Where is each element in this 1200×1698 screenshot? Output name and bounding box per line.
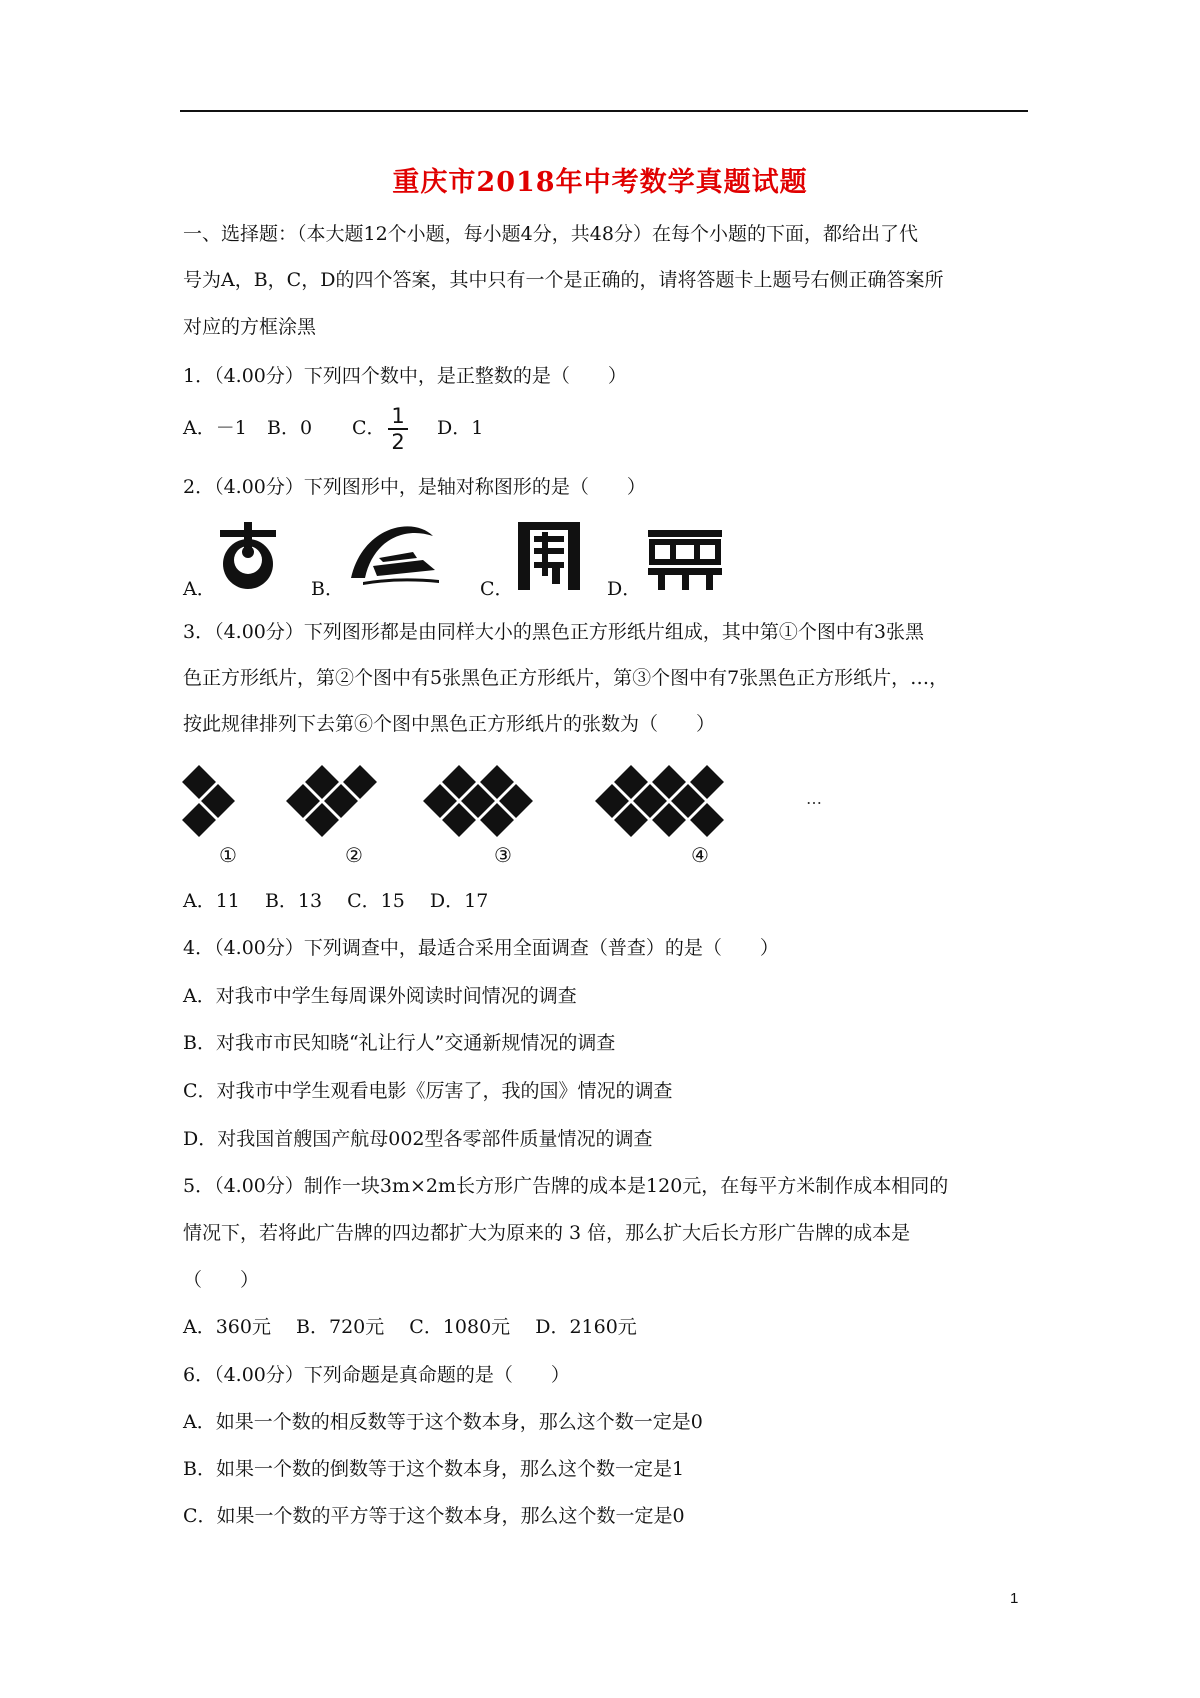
section-intro-line-1: 一、选择题：（本大题12个小题，每小题4分，共48分）在每个小题的下面，都给出了代: [183, 223, 918, 245]
q1-fraction: [388, 405, 408, 453]
q4-stem: 4．（4.00分）下列调查中，最适合采用全面调查（普查）的是（ ）: [183, 937, 779, 959]
page-number: 1: [1010, 1590, 1019, 1607]
q2-option-b: B．: [311, 578, 344, 600]
q4-option-b: B．对我市市民知晓“礼让行人”交通新规情况的调查: [183, 1032, 616, 1054]
q4-option-c: C．对我市中学生观看电影《厉害了，我的国》情况的调查: [183, 1080, 673, 1102]
q5-stem-line-3: （ ）: [183, 1269, 260, 1291]
header-rule: [180, 110, 1028, 112]
q2-figure-b-ship: [343, 516, 441, 588]
q3-ellipsis: …: [806, 789, 822, 808]
q3-figure-label-3: ③: [494, 843, 512, 867]
q2-figure-c-glyph: [514, 518, 584, 592]
q6-option-c: C．如果一个数的平方等于这个数本身，那么这个数一定是0: [183, 1505, 685, 1527]
q2-figure-a-emblem: [218, 520, 280, 592]
q1-option-a: A．－1: [183, 417, 247, 439]
q3-stem-line-3: 按此规律排列下去第⑥个图中黑色正方形纸片的张数为（ ）: [183, 713, 716, 735]
q2-option-c: C．: [480, 578, 514, 600]
fraction-denominator: 2: [391, 430, 405, 454]
q3-options: A．11 B．13 C．15 D．17: [183, 890, 489, 912]
q6-stem: 6．（4.00分）下列命题是真命题的是（ ）: [183, 1364, 570, 1386]
q2-option-a: A．: [183, 578, 216, 600]
q3-figure-label-2: ②: [345, 843, 363, 867]
q1-option-d: D．1: [437, 417, 484, 439]
q5-options: A．360元 B．720元 C．1080元 D．2160元: [183, 1316, 637, 1338]
q2-stem: 2．（4.00分）下列图形中，是轴对称图形的是（ ）: [183, 476, 646, 498]
q1-option-b: B．0: [267, 417, 313, 439]
section-intro-line-2: 号为A，B，C，D的四个答案，其中只有一个是正确的，请将答题卡上题号右侧正确答案所: [183, 269, 944, 291]
q1-stem: 1．（4.00分）下列四个数中，是正整数的是（ ）: [183, 365, 627, 387]
q5-stem-line-1: 5．（4.00分）制作一块3m×2m长方形广告牌的成本是120元，在每平方米制作成本相同的: [183, 1175, 949, 1197]
q3-figure-label-4: ④: [691, 843, 709, 867]
fraction-numerator: 1: [391, 404, 405, 428]
q6-option-a: A．如果一个数的相反数等于这个数本身，那么这个数一定是0: [183, 1411, 703, 1433]
q2-figure-d-glyph: [646, 526, 724, 592]
q3-figure-label-1: ①: [219, 843, 237, 867]
q4-option-a: A．对我市中学生每周课外阅读时间情况的调查: [183, 985, 577, 1007]
q6-option-b: B．如果一个数的倒数等于这个数本身，那么这个数一定是1: [183, 1458, 685, 1480]
q4-option-d: D．对我国首艘国产航母002型各零部件质量情况的调查: [183, 1128, 653, 1150]
section-intro-line-3: 对应的方框涂黑: [183, 316, 317, 338]
q2-option-d: D．: [607, 578, 642, 600]
q3-pattern-figures: [180, 760, 860, 880]
q5-stem-line-2: 情况下，若将此广告牌的四边都扩大为原来的 3 倍，那么扩大后长方形广告牌的成本是: [183, 1222, 911, 1244]
q1-option-c: C．: [352, 417, 386, 439]
q3-stem-line-2: 色正方形纸片，第②个图中有5张黑色正方形纸片，第③个图中有7张黑色正方形纸片，…，: [183, 667, 949, 689]
page-title: 重庆市2018年中考数学真题试题: [392, 167, 808, 198]
q3-stem-line-1: 3．（4.00分）下列图形都是由同样大小的黑色正方形纸片组成，其中第①个图中有3张黑: [183, 621, 924, 643]
